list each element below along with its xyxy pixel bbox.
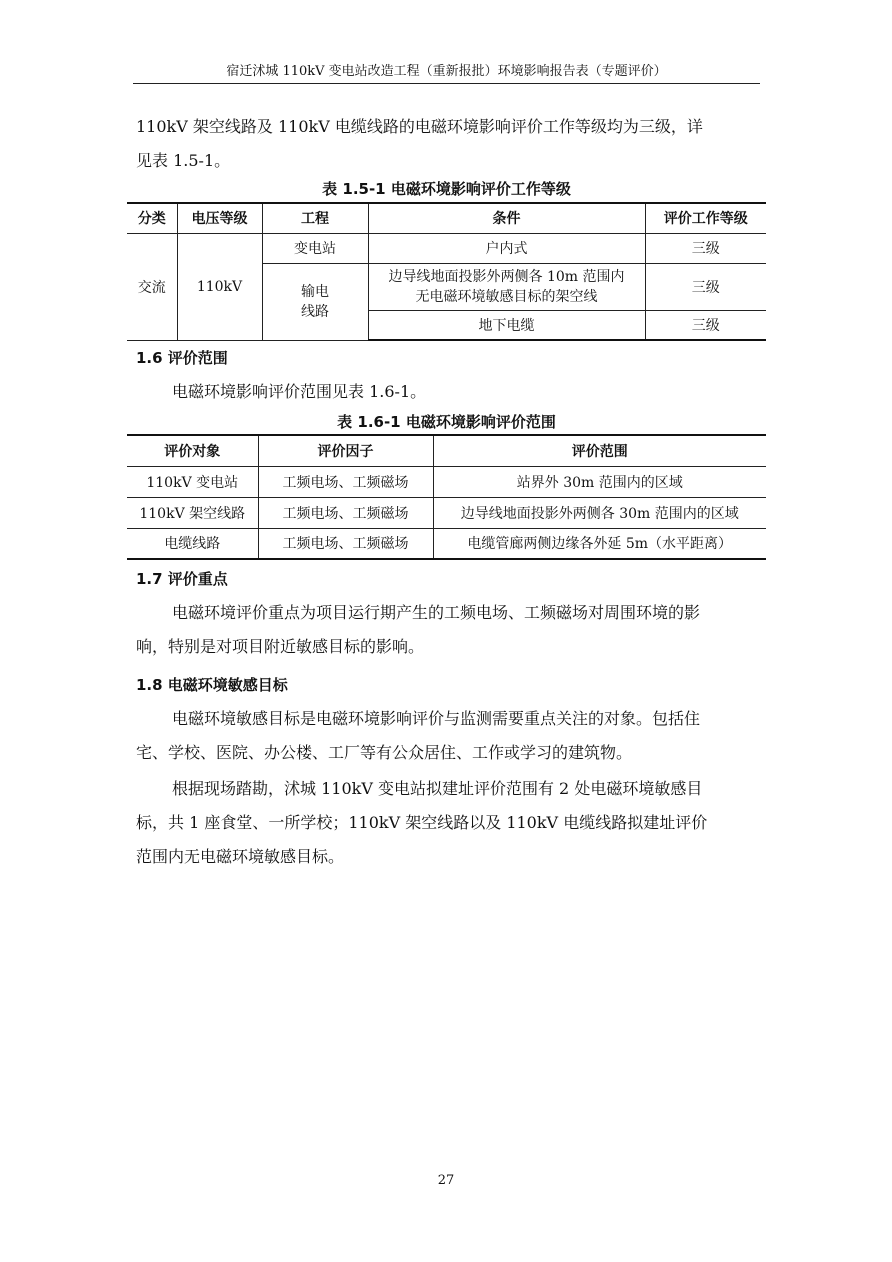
section-1-8-paragraph-2 xyxy=(136,772,760,874)
header-category: 分类 xyxy=(127,203,177,233)
condition-cell: 户内式 xyxy=(368,233,645,263)
section-heading-1-7: 1.7 评价重点 xyxy=(136,570,228,588)
section-1-8-p1-line-1: 电磁环境敏感目标是电磁环境影响评价与监测需要重点关注的对象。包括住 xyxy=(172,709,701,728)
section-1-8-p2-line-3: 范围内无电磁环境敏感目标。 xyxy=(136,847,345,866)
header-object: 评价对象 xyxy=(127,435,258,466)
table-header-row xyxy=(127,435,766,466)
evaluation-range-table xyxy=(127,434,766,560)
factor-cell: 工频电场、工频磁场 xyxy=(258,466,433,497)
object-cell: 110kV 架空线路 xyxy=(127,497,258,528)
table-header-row xyxy=(127,203,766,233)
intro-line-2: 见表 1.5-1。 xyxy=(136,151,231,170)
section-1-7-paragraph xyxy=(136,596,760,664)
header-factor: 评价因子 xyxy=(258,435,433,466)
section-heading-1-6: 1.6 评价范围 xyxy=(136,349,228,367)
section-1-8-paragraph-1 xyxy=(136,702,760,770)
condition-line-2: 无电磁环境敏感目标的架空线 xyxy=(415,288,598,305)
header-condition: 条件 xyxy=(368,203,645,233)
header-grade: 评价工作等级 xyxy=(645,203,766,233)
condition-cell: 地下电缆 xyxy=(368,310,645,340)
object-cell: 110kV 变电站 xyxy=(127,466,258,497)
range-cell: 电缆管廊两侧边缘各外延 5m（水平距离） xyxy=(433,528,766,559)
table-1-caption: 表 1.5-1 电磁环境影响评价工作等级 xyxy=(322,180,571,198)
project-cell: 变电站 xyxy=(262,233,368,263)
grade-cell: 三级 xyxy=(645,263,766,310)
range-cell: 站界外 30m 范围内的区域 xyxy=(433,466,766,497)
condition-line-1: 边导线地面投影外两侧各 10m 范围内 xyxy=(388,268,625,285)
section-1-7-line-1: 电磁环境评价重点为项目运行期产生的工频电场、工频磁场对周围环境的影 xyxy=(172,603,701,622)
page-number: 27 xyxy=(437,1173,455,1188)
voltage-cell: 110kV xyxy=(177,233,262,340)
section-1-8-p2-line-2: 标，共 1 座食堂、一所学校；110kV 架空线路以及 110kV 电缆线路拟建址评价 xyxy=(136,813,708,832)
page-header: 宿迁沭城 110kV 变电站改造工程（重新报批）环境影响报告表（专题评价） xyxy=(226,64,667,79)
grade-cell: 三级 xyxy=(645,233,766,263)
table-2-caption: 表 1.6-1 电磁环境影响评价范围 xyxy=(337,413,556,431)
header-divider xyxy=(133,83,760,84)
range-cell: 边导线地面投影外两侧各 30m 范围内的区域 xyxy=(433,497,766,528)
table-row xyxy=(127,466,766,497)
section-1-8-p1-line-2: 宅、学校、医院、办公楼、工厂等有公众居住、工作或学习的建筑物。 xyxy=(136,743,633,762)
object-cell: 电缆线路 xyxy=(127,528,258,559)
intro-paragraph xyxy=(136,110,760,178)
project-line-2: 线路 xyxy=(301,303,329,320)
evaluation-grade-table xyxy=(127,202,766,341)
section-1-7-line-2: 响，特别是对项目附近敏感目标的影响。 xyxy=(136,637,425,656)
condition-cell xyxy=(368,263,645,310)
intro-line-1: 110kV 架空线路及 110kV 电缆线路的电磁环境影响评价工作等级均为三级，详 xyxy=(136,117,703,136)
grade-cell: 三级 xyxy=(645,310,766,340)
table-row xyxy=(127,497,766,528)
section-heading-1-8: 1.8 电磁环境敏感目标 xyxy=(136,676,288,694)
section-1-6-text: 电磁环境影响评价范围见表 1.6-1。 xyxy=(172,382,427,401)
header-voltage: 电压等级 xyxy=(177,203,262,233)
project-line-1: 输电 xyxy=(301,283,329,300)
table-row xyxy=(127,528,766,559)
table-row xyxy=(127,233,766,263)
header-project: 工程 xyxy=(262,203,368,233)
factor-cell: 工频电场、工频磁场 xyxy=(258,497,433,528)
project-cell xyxy=(262,263,368,340)
category-cell: 交流 xyxy=(127,233,177,340)
section-1-8-p2-line-1: 根据现场踏勘，沭城 110kV 变电站拟建址评价范围有 2 处电磁环境敏感目 xyxy=(172,779,703,798)
header-range: 评价范围 xyxy=(433,435,766,466)
factor-cell: 工频电场、工频磁场 xyxy=(258,528,433,559)
